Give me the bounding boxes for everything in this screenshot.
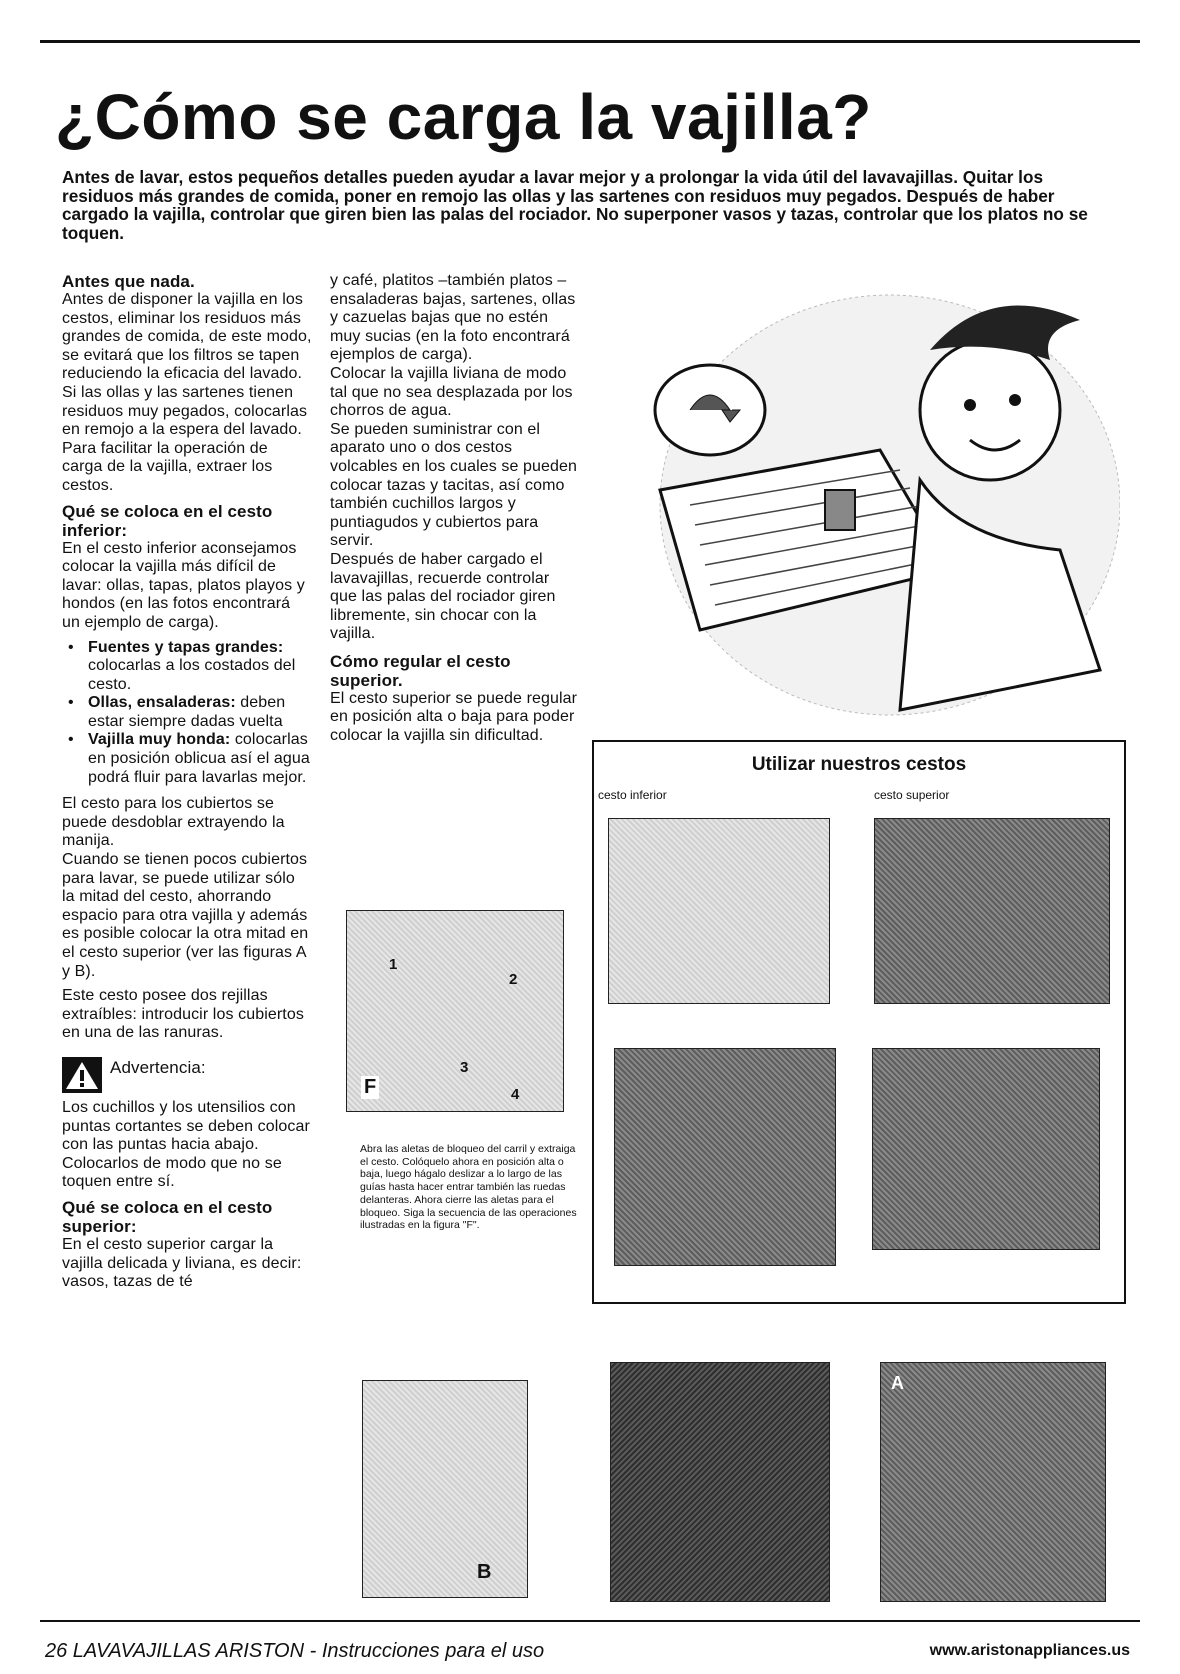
heading-cesto-inferior: Qué se coloca en el cesto inferior:	[62, 501, 273, 540]
warning-label: Advertencia:	[110, 1057, 206, 1077]
list-item	[88, 694, 312, 731]
bullet-label: Fuentes y tapas grandes:	[88, 638, 284, 656]
paragraph: Colocar la vajilla liviana de modo tal que no sea desplazada por los chorros de agua.	[330, 364, 573, 420]
bullet-text: colocarlas en posición oblicua así el agua podrá fluir para lavarlas mejor.	[88, 731, 310, 786]
bullet-list	[62, 639, 312, 788]
upper-basket-photo-2	[872, 1048, 1100, 1250]
footer-page-title: 26 LAVAVAJILLAS ARISTON - Instrucciones para el uso	[45, 1640, 545, 1662]
page-title: ¿Cómo se carga la vajilla?	[55, 81, 872, 153]
paragraph: Los cuchillos y los utensilios con puntas cortantes se deben colocar con las puntas hacia abajo.	[62, 1098, 310, 1154]
baskets-box-title: Utilizar nuestros cestos	[751, 754, 967, 775]
figure-a-photo	[880, 1362, 1106, 1602]
figure-f-label: F	[361, 1076, 379, 1099]
bullet-text: colocarlas a los costados del cesto.	[88, 657, 296, 693]
lower-basket-photo-2	[614, 1048, 836, 1266]
figure-f-rail-photo	[346, 910, 564, 1112]
column-1	[62, 272, 312, 1298]
heading-regular-cesto: Cómo regular el cesto superior.	[330, 651, 511, 690]
top-rule	[40, 40, 1140, 43]
upper-basket-label: cesto superior	[874, 788, 950, 802]
step-number: 2	[509, 971, 518, 988]
paragraph: Antes de disponer la vajilla en los cestos, eliminar los residuos más grandes de comida, de este modo, se evitará que los filtros se tapen reduciendo la eficacia del lavado. Si las ollas y las sartenes tienen residuos muy pegados, colocarlas en remojo a la espera del lavado. Para facilitar la operación de carga de la vajilla, extraer los cestos.	[62, 291, 312, 494]
heading-cesto-superior: Qué se coloca en el cesto superior:	[62, 1197, 273, 1236]
paragraph: En el cesto inferior aconsejamos colocar la vajilla más difícil de lavar: ollas, tapas, platos playos y hondos (en las fotos encontrará un ejemplo de carga).	[62, 539, 305, 631]
warning-icon	[62, 1057, 102, 1093]
baskets-box	[592, 740, 1126, 1304]
figure-a-label: A	[891, 1373, 904, 1393]
figure-f-caption: Abra las aletas de bloqueo del carril y extraiga el cesto. Colóquelo ahora en posición alta o baja, luego hágalo deslizar a lo largo de las guías hasta hacer entrar también las ruedas delanteras. Ahora cierre las aletas para el bloqueo. Siga la secuencia de las operaciones ilustradas en la figura "F".	[360, 1143, 577, 1232]
intro-paragraph: Antes de lavar, estos pequeños detalles pueden ayudar a lavar mejor y a prolongar la vida útil del lavavajillas. Quitar los residuos más grandes de comida, poner en remojo las ollas y las sartenes con residuos muy pegados. Después de haber cargado la vajilla, controlar que giren bien las palas del rociador. No superponer vasos y tazas, controlar que los platos no se toquen.	[62, 167, 1088, 243]
lower-basket-photo-1	[608, 818, 830, 1004]
column-2	[330, 272, 578, 752]
figure-b-label: B	[477, 1561, 492, 1583]
bullet-label: Ollas, ensaladeras:	[88, 694, 236, 712]
step-number: 1	[389, 956, 398, 973]
step-number: 4	[511, 1086, 520, 1103]
paragraph: Cuando se tienen pocos cubiertos para lavar, se puede utilizar sólo la mitad del cesto, ahorrando espacio para otra vajilla y además es posible colocar la otra mitad en el cesto superior (ver las figuras A y B).	[62, 851, 309, 980]
paragraph: Se pueden suministrar con el aparato uno o dos cestos volcables en los cuales se pueden colocar tazas y tacitas, así como también cuchillos largos y puntiagudos y cubiertos para servir.	[330, 420, 578, 550]
upper-basket-photo-1	[874, 818, 1110, 1004]
paragraph: En el cesto superior cargar la vajilla delicada y liviana, es decir: vasos, tazas de té	[62, 1235, 302, 1291]
paragraph: Colocarlos de modo que no se toquen entre sí.	[62, 1154, 282, 1191]
paragraph: El cesto para los cubiertos se puede desdoblar extrayendo la manija.	[62, 795, 285, 850]
paragraph: Este cesto posee dos rejillas extraíbles: introducir los cubiertos en una de las ranuras.	[62, 987, 304, 1042]
loading-illustration	[630, 290, 1120, 730]
paragraph: El cesto superior se puede regular en posición alta o baja para poder colocar la vajilla sin dificultad.	[330, 689, 578, 745]
warning-block	[62, 1057, 312, 1093]
list-item	[88, 639, 312, 695]
heading-antes-que-nada: Antes que nada.	[62, 272, 195, 291]
paragraph: Después de haber cargado el lavavajillas, recuerde controlar que las palas del rociador giren libremente, sin chocar con la vajilla.	[330, 550, 556, 643]
paragraph: y café, platitos –también platos –ensaladeras bajas, sartenes, ollas y cazuelas bajas que no estén muy sucias (en la foto encontrará ejemplos de carga).	[330, 272, 576, 364]
list-item	[88, 731, 312, 787]
lower-basket-label: cesto inferior	[598, 788, 667, 802]
cutlery-basket-photo	[610, 1362, 830, 1602]
bullet-text: deben estar siempre dadas vuelta	[88, 694, 286, 730]
footer-website[interactable]: www.aristonappliances.us	[929, 1642, 1130, 1659]
step-number: 3	[460, 1059, 469, 1076]
woman-loading-dishwasher-illustration	[630, 290, 1120, 730]
bullet-label: Vajilla muy honda:	[88, 731, 231, 749]
figure-b-cutlery-basket	[362, 1380, 528, 1598]
bottom-rule	[40, 1620, 1140, 1622]
